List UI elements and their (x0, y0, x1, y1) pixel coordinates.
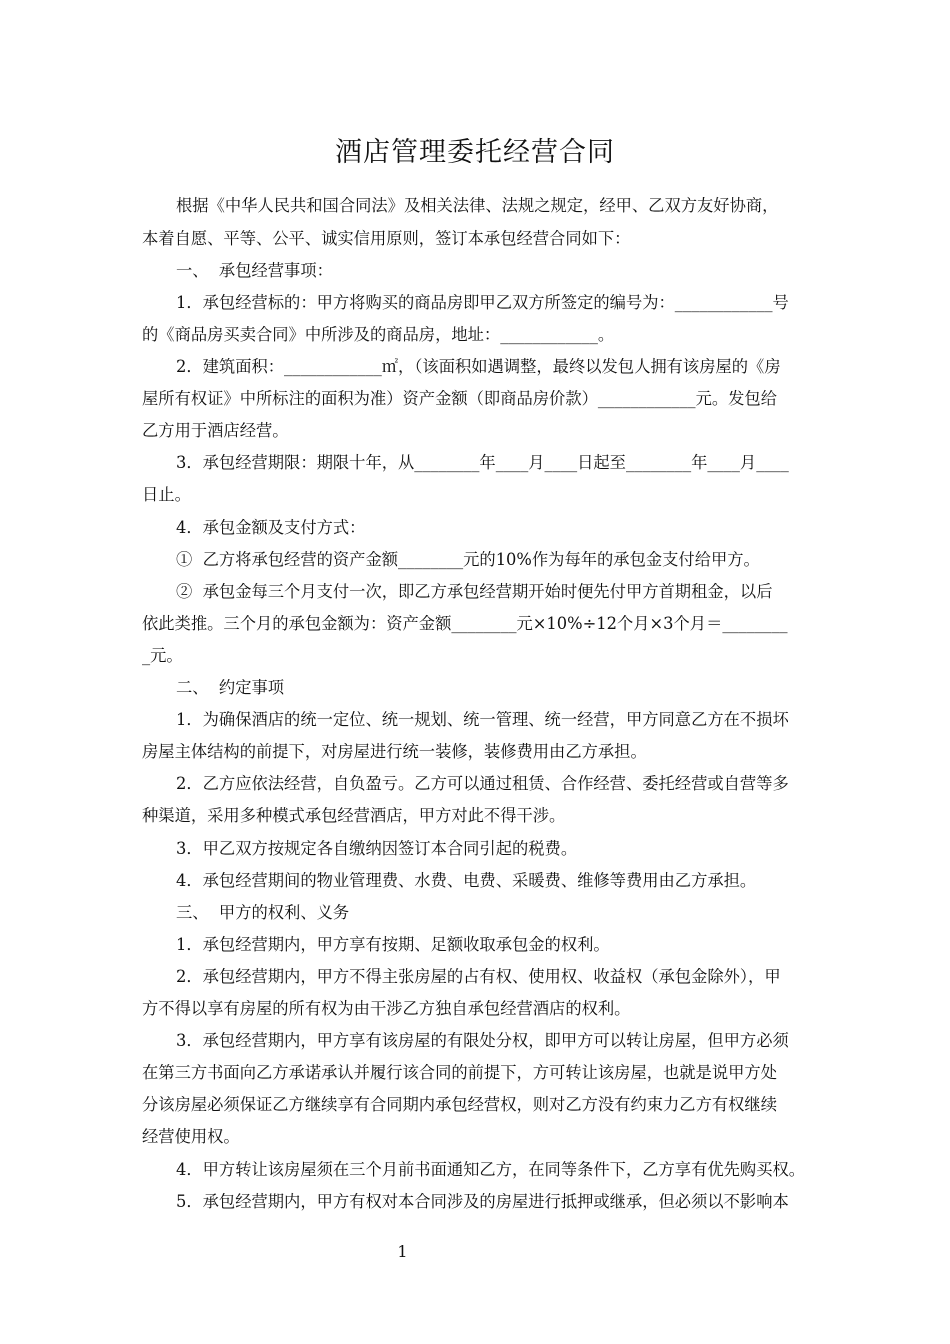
paragraph-line: 1．为确保酒店的统一定位、统一规划、统一管理、统一经营，甲方同意乙方在不损坏 (176, 710, 789, 729)
paragraph-line: 3．承包经营期限：期限十年，从________年____月____日起至________年____月____ (176, 453, 789, 472)
section-heading: 一、 承包经营事项： (176, 261, 333, 280)
section-heading: 三、 甲方的权利、义务 (176, 903, 350, 922)
paragraph-line: 在第三方书面向乙方承诺承认并履行该合同的前提下，方可转让该房屋，也就是说甲方处 (142, 1063, 777, 1082)
paragraph-line: 的《商品房买卖合同》中所涉及的商品房，地址：____________。 (142, 325, 615, 344)
paragraph-line: 房屋主体结构的前提下，对房屋进行统一装修，装修费用由乙方承担。 (142, 742, 647, 761)
paragraph-line: 2．承包经营期内，甲方不得主张房屋的占有权、使用权、收益权（承包金除外），甲 (176, 967, 781, 986)
paragraph-line: 屋所有权证》中所标注的面积为准）资产金额（即商品房价款）____________元。发包给 (142, 389, 777, 408)
paragraph-line: 4．甲方转让该房屋须在三个月前书面通知乙方，在同等条件下，乙方享有优先购买权。 (176, 1160, 806, 1179)
paragraph-line: 4．承包经营期间的物业管理费、水费、电费、采暖费、维修等费用由乙方承担。 (176, 871, 757, 890)
paragraph-line: 2．建筑面积：____________㎡，（该面积如遇调整，最终以发包人拥有该房屋的《房 (176, 357, 781, 376)
paragraph-line: 种渠道，采用多种模式承包经营酒店，甲方对此不得干涉。 (142, 806, 566, 825)
page-number: 1 (397, 1242, 408, 1261)
paragraph-line: 3．承包经营期内，甲方享有该房屋的有限处分权，即甲方可以转让房屋，但甲方必须 (176, 1031, 789, 1050)
paragraph-line: ② 承包金每三个月支付一次，即乙方承包经营期开始时便先付甲方首期租金，以后 (176, 582, 773, 601)
paragraph-line: 4．承包金额及支付方式： (176, 518, 366, 537)
paragraph-line: 本着自愿、平等、公平、诚实信用原则，签订本承包经营合同如下： (142, 229, 631, 248)
paragraph-line: 方不得以享有房屋的所有权为由干涉乙方独自承包经营酒店的权利。 (142, 999, 631, 1018)
paragraph-line: 根据《中华人民共和国合同法》及相关法律、法规之规定，经甲、乙双方友好协商， (176, 196, 779, 215)
paragraph-line: 日止。 (142, 485, 191, 504)
paragraph-line: 3．甲乙双方按规定各自缴纳因签订本合同引起的税费。 (176, 839, 578, 858)
paragraph-line: 分该房屋必须保证乙方继续享有合同期内承包经营权，则对乙方没有约束力乙方有权继续 (142, 1095, 777, 1114)
paragraph-line: 依此类推。三个月的承包金额为：资产金额________元×10%÷12个月×3个月＝________ (142, 614, 788, 633)
paragraph-line: 2．乙方应依法经营，自负盈亏。乙方可以通过租赁、合作经营、委托经营或自营等多 (176, 774, 789, 793)
section-heading: 二、 约定事项 (176, 678, 285, 697)
paragraph-line: 乙方用于酒店经营。 (142, 421, 289, 440)
paragraph-line: _元。 (142, 646, 183, 665)
paragraph-line: 5．承包经营期内，甲方有权对本合同涉及的房屋进行抵押或继承，但必须以不影响本 (176, 1192, 789, 1211)
page-title: 酒店管理委托经营合同 (335, 137, 615, 168)
paragraph-line: 1．承包经营标的：甲方将购买的商品房即甲乙双方所签定的编号为：____________号 (176, 293, 789, 312)
paragraph-line: ① 乙方将承包经营的资产金额________元的10%作为每年的承包金支付给甲方。 (176, 550, 760, 569)
paragraph-line: 1．承包经营期内，甲方享有按期、足额收取承包金的权利。 (176, 935, 610, 954)
paragraph-line: 经营使用权。 (142, 1127, 240, 1146)
